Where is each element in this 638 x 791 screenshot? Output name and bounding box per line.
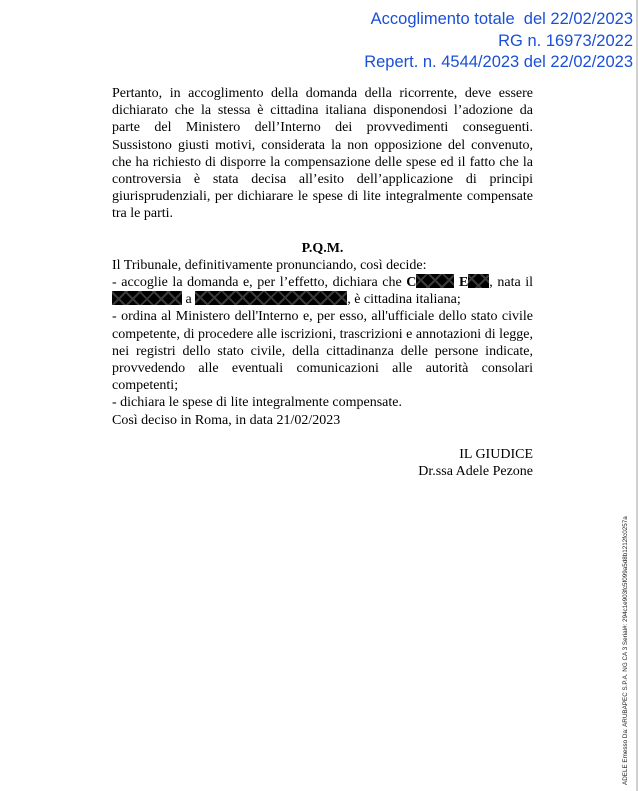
- redaction-block: [416, 274, 454, 288]
- redaction-block: [468, 274, 489, 288]
- initial-name: E: [458, 275, 469, 291]
- signature-name: Dr.ssa Adele Pezone: [418, 464, 533, 479]
- registry-stamp: [364, 9, 633, 74]
- pqm-heading: P.Q.M.: [301, 240, 344, 256]
- paragraph-motivation: Pertanto, in accoglimento della domanda della ricorrente, deve essere dichiarato che la stessa è cittadina italiana disponendosi l’adozione da parte del Ministero dell’Interno dei provvedimenti conseguenti.: [112, 86, 533, 136]
- stamp-outcome: Accoglimento totale del 22/02/2023: [370, 10, 633, 28]
- judge-signature: [380, 446, 533, 480]
- signature-title: IL GIUDICE: [459, 447, 533, 462]
- decision-closing: Così deciso in Roma, in data 21/02/2023: [112, 412, 341, 428]
- redaction-block: [195, 291, 347, 305]
- stamp-repertorio: Repert. n. 4544/2023 del 22/02/2023: [364, 53, 633, 71]
- paragraph-costs: Sussistono giusti motivi, considerata la non opposizione del convenuto, che ha richiesto di disporre la compensazione delle spese ed il fatto che la controversia è stata decisa all’esito dell’applicazione di principi giurisprudenziali, per dichiarare le spese di lite integralmente compensate tra le parti.: [112, 137, 533, 222]
- decision-intro: Il Tribunale, definitivamente pronunciando, così decide:: [112, 257, 427, 273]
- decision-item-1: - accoglie la domanda e, per l’effetto, dichiara che C E , nata il a , è cittadina italiana;: [112, 275, 534, 308]
- initial-surname: C: [406, 275, 417, 291]
- stamp-rg-number: RG n. 16973/2022: [498, 31, 633, 50]
- document-body: [112, 85, 533, 429]
- redaction-block: [112, 291, 182, 305]
- digital-signature-note: ADELE Emesso Da: ARUBAPEC S.P.A. NG CA 3 Serial#: 294c1e903fc5f099a5d8b1212fc0257a: [622, 516, 629, 785]
- decision-item-3: - dichiara le spese di lite integralmente compensate.: [112, 395, 402, 411]
- decision-item-2: - ordina al Ministero dell'Interno e, per esso, all'ufficiale dello stato civile competente, di procedere alle iscrizioni, trascrizioni e annotazioni di legge, nei registri dello stato civile, della cittadinanza delle persone indicate, provvedendo alle eventuali comunicazioni alle autorità consolari competenti;: [112, 309, 533, 394]
